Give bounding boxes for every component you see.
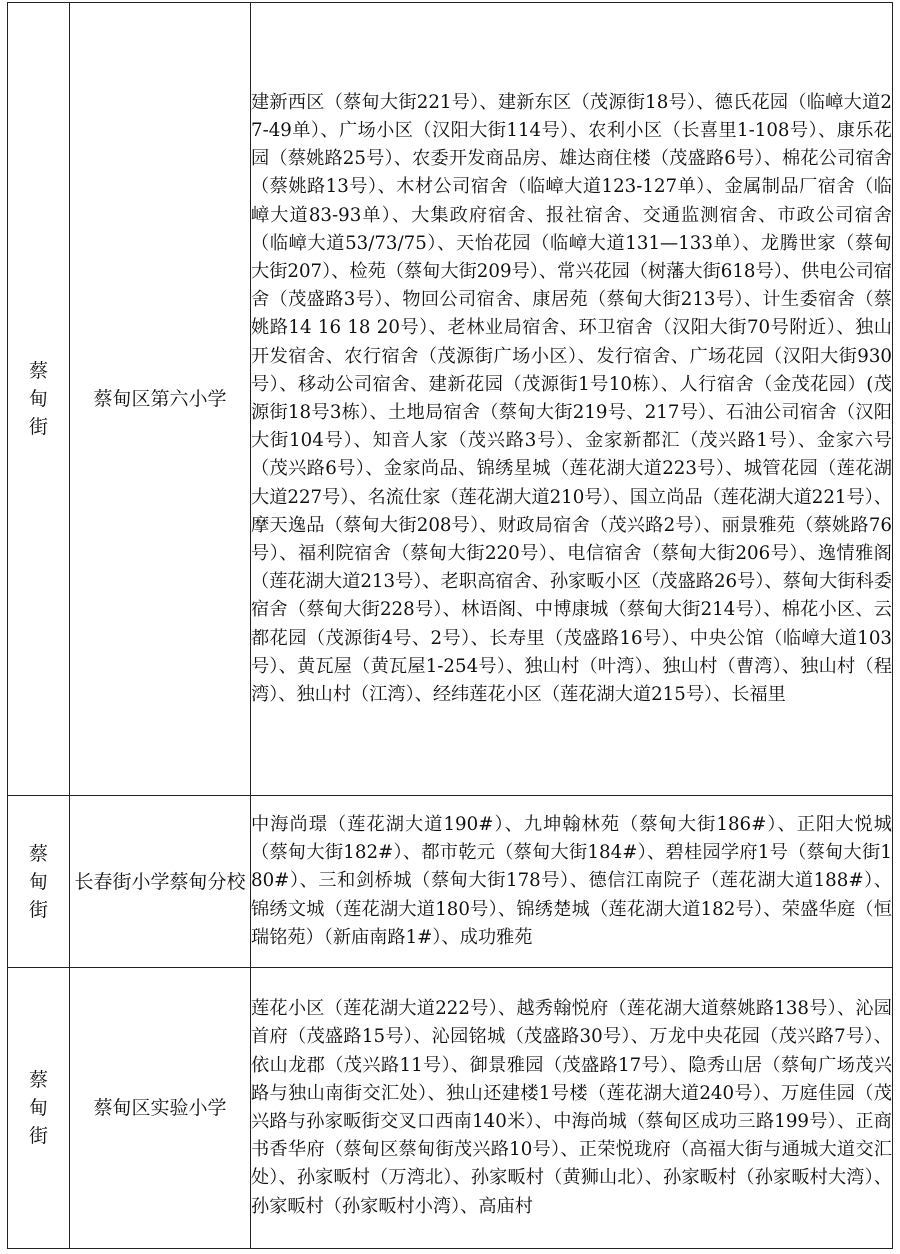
table-row [8, 968, 893, 1249]
street-cell [8, 3, 70, 796]
street-char: 甸 [28, 1097, 48, 1119]
street-name [8, 840, 69, 924]
street-char: 蔡 [28, 1069, 48, 1091]
area-cell: 莲花小区（莲花湖大道222号）、越秀翰悦府（莲花湖大道蔡姚路138号）、沁园首府（茂盛路15号）、沁园铭城（茂盛路30号）、万龙中央花园（茂兴路7号）、依山龙郡（茂兴路11号）、御景雅园（茂盛路17号）、隐秀山居（蔡甸广场茂兴路与独山南街交汇处）、独山还建楼1号楼（莲花湖大道240号）、万庭佳园（茂兴路与孙家畈街交叉口西南140米）、中海尚城（蔡甸区成功三路199号）、正商书香华府（蔡甸区蔡甸街茂兴路10号）、正荣悦珑府（高福大街与通城大道交汇处）、孙家畈村（万湾北）、孙家畈村（黄狮山北）、孙家畈村（孙家畈村大湾）、孙家畈村（孙家畈村小湾）、高庙村 [251, 968, 893, 1249]
table-row [8, 3, 893, 796]
school-cell: 蔡甸区第六小学 [70, 3, 251, 796]
street-name [8, 1066, 69, 1150]
area-cell: 建新西区（蔡甸大街221号）、建新东区（茂源街18号）、德氏花园（临嶂大道27-49单）、广场小区（汉阳大街114号）、农利小区（长喜里1-108号）、康乐花园（蔡姚路25号）、农委开发商品房、雄达商住楼（茂盛路6号）、棉花公司宿舍（蔡姚路13号）、木材公司宿舍（临嶂大道123-127单）、金属制品厂宿舍（临嶂大道83-93单）、大集政府宿舍、报社宿舍、交通监测宿舍、市政公司宿舍（临嶂大道53/73/75）、天怡花园（临嶂大道131—133单）、龙腾世家（蔡甸大街207）、检苑（蔡甸大街209号）、常兴花园（树藩大街618号）、供电公司宿舍（茂盛路3号）、物回公司宿舍、康居苑（蔡甸大街213号）、计生委宿舍（蔡姚路14 16 18 20号）、老林业局宿舍、环卫宿舍（汉阳大街70号附近）、独山开发宿舍、农行宿舍（茂源街广场小区）、发行宿舍、广场花园（汉阳大街930号）、移动公司宿舍、建新花园（茂源街1号10栋）、人行宿舍（金茂花园）(茂源街18号3栋）、土地局宿舍（蔡甸大街219号、217号）、石油公司宿舍（汉阳大街104号）、知音人家（茂兴路3号）、金家新都汇（茂兴路1号）、金家六号（茂兴路6号）、金家尚品、锦绣星城（莲花湖大道223号）、城管花园（莲花湖大道227号）、名流仕家（莲花湖大道210号）、国立尚品（莲花湖大道221号）、摩天逸品（蔡甸大街208号）、财政局宿舍（茂兴路2号）、丽景雅苑（蔡姚路76号）、福利院宿舍（蔡甸大街220号）、电信宿舍（蔡甸大街206号）、逸情雅阁（莲花湖大道213号）、老职高宿舍、孙家畈小区（茂盛路26号）、蔡甸大街科委宿舍（蔡甸大街228号）、林语阁、中博康城（蔡甸大街214号）、棉花小区、云都花园（茂源街4号、2号）、长寿里（茂盛路16号）、中央公馆（临嶂大道103号）、黄瓦屋（黄瓦屋1-254号）、独山村（叶湾）、独山村（曹湾）、独山村（程湾）、独山村（江湾）、经纬莲花小区（莲花湖大道215号）、长福里 [251, 3, 893, 796]
area-cell: 中海尚璟（莲花湖大道190#）、九坤翰林苑（蔡甸大街186#）、正阳大悦城（蔡甸大街182#）、都市乾元（蔡甸大街184#）、碧桂园学府1号（蔡甸大街180#）、三和剑桥城（蔡甸大街178号）、德信江南院子（莲花湖大道188#）、锦绣文城（莲花湖大道180号）、锦绣楚城（莲花湖大道182号）、荣盛华庭（恒瑞铭苑）（新庙南路1#）、成功雅苑 [251, 796, 893, 968]
school-cell: 长春街小学蔡甸分校 [70, 796, 251, 968]
street-char: 街 [28, 416, 48, 438]
street-cell [8, 968, 70, 1249]
table-row [8, 796, 893, 968]
street-cell [8, 796, 70, 968]
street-char: 甸 [28, 870, 48, 893]
street-char: 蔡 [28, 360, 48, 382]
school-cell: 蔡甸区实验小学 [70, 968, 251, 1249]
street-char: 甸 [28, 388, 48, 410]
school-district-table [7, 2, 893, 1249]
street-char: 街 [28, 898, 48, 921]
street-name [8, 357, 69, 441]
street-char: 街 [28, 1125, 48, 1147]
street-char: 蔡 [28, 842, 48, 865]
